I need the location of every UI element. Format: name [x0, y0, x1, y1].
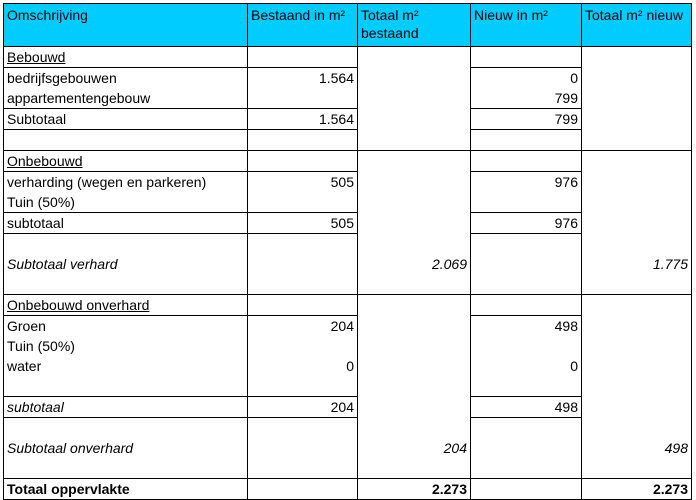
total-row	[4, 479, 692, 500]
cell[interactable]	[248, 151, 358, 172]
value-nieuw[interactable]: 799	[471, 88, 582, 109]
table-row	[4, 418, 692, 439]
row-label[interactable]: verharding (wegen en parkeren)	[4, 172, 248, 193]
header-nieuw[interactable]: Nieuw in m²	[471, 4, 582, 47]
cell[interactable]	[358, 130, 471, 151]
cell[interactable]	[471, 274, 582, 295]
cell[interactable]	[358, 376, 471, 397]
subtotal-label[interactable]: subtotaal	[4, 397, 248, 418]
cell[interactable]	[582, 47, 692, 68]
section-title-bebouwd[interactable]: Bebouwd	[4, 47, 248, 68]
cell[interactable]	[471, 295, 582, 316]
subtotal-bestaand[interactable]: 1.564	[248, 109, 358, 130]
cell[interactable]	[358, 172, 471, 193]
area-table	[3, 3, 692, 500]
cell[interactable]	[582, 397, 692, 418]
subtotal-nieuw[interactable]: 799	[471, 109, 582, 130]
value-nieuw[interactable]: 976	[471, 172, 582, 193]
cell[interactable]	[248, 479, 358, 500]
table-row	[4, 274, 692, 295]
cell[interactable]	[471, 234, 582, 255]
cell[interactable]	[582, 130, 692, 151]
cell[interactable]	[582, 172, 692, 193]
subtotal-onverhard-bestaand[interactable]: 204	[358, 438, 471, 458]
row-label[interactable]: bedrijfsgebouwen	[4, 68, 248, 89]
cell[interactable]	[358, 109, 471, 130]
cell[interactable]	[248, 376, 358, 397]
table-row	[4, 88, 692, 109]
cell[interactable]	[471, 130, 582, 151]
cell[interactable]	[358, 356, 471, 376]
table-row	[4, 254, 692, 274]
table-row	[4, 151, 692, 172]
value-bestaand[interactable]: 204	[248, 316, 358, 337]
value-bestaand[interactable]: 505	[248, 172, 358, 193]
cell[interactable]	[358, 274, 471, 295]
header-totaal-bestaand[interactable]: Totaal m² bestaand	[358, 4, 471, 47]
cell[interactable]	[358, 88, 471, 109]
header-row	[4, 4, 692, 47]
cell[interactable]	[582, 88, 692, 109]
cell[interactable]	[4, 458, 248, 479]
subtotal-label[interactable]: Subtotaal	[4, 109, 248, 130]
cell[interactable]	[471, 438, 582, 458]
cell[interactable]	[358, 336, 471, 356]
cell[interactable]	[248, 418, 358, 439]
cell[interactable]	[358, 316, 471, 337]
table-row	[4, 376, 692, 397]
subtotal-verhard-nieuw[interactable]: 1.775	[582, 254, 692, 274]
cell[interactable]	[471, 254, 582, 274]
cell[interactable]	[582, 316, 692, 337]
value-bestaand[interactable]: 0	[248, 356, 358, 376]
subtotal-label[interactable]: subtotaal	[4, 213, 248, 234]
cell[interactable]	[471, 376, 582, 397]
table-row	[4, 172, 692, 193]
header-omschrijving[interactable]: Omschrijving	[4, 4, 248, 47]
cell[interactable]	[358, 68, 471, 89]
cell[interactable]	[471, 418, 582, 439]
table-row	[4, 213, 692, 234]
cell[interactable]	[358, 418, 471, 439]
cell[interactable]	[358, 458, 471, 479]
table-row	[4, 397, 692, 418]
subtotal-verhard-label[interactable]: Subtotaal verhard	[4, 254, 248, 274]
table-row	[4, 356, 692, 376]
cell[interactable]	[582, 356, 692, 376]
cell[interactable]	[582, 458, 692, 479]
cell[interactable]	[248, 438, 358, 458]
table-row	[4, 234, 692, 255]
table-row	[4, 316, 692, 337]
value-bestaand[interactable]	[248, 192, 358, 213]
cell[interactable]	[582, 68, 692, 89]
value-nieuw[interactable]: 0	[471, 356, 582, 376]
value-bestaand[interactable]	[248, 336, 358, 356]
value-nieuw[interactable]	[471, 336, 582, 356]
section-title-onverhard[interactable]: Onbebouwd onverhard	[4, 295, 248, 316]
row-label[interactable]: Tuin (50%)	[4, 336, 248, 356]
section-title-onbebouwd[interactable]: Onbebouwd	[4, 151, 248, 172]
table-row	[4, 130, 692, 151]
subtotal-nieuw[interactable]: 976	[471, 213, 582, 234]
value-bestaand[interactable]: 1.564	[248, 68, 358, 89]
value-nieuw[interactable]	[471, 192, 582, 213]
cell[interactable]	[582, 418, 692, 439]
cell[interactable]	[248, 130, 358, 151]
cell[interactable]	[582, 295, 692, 316]
row-label[interactable]: Tuin (50%)	[4, 192, 248, 213]
cell[interactable]	[358, 213, 471, 234]
subtotal-verhard-bestaand[interactable]: 2.069	[358, 254, 471, 274]
cell[interactable]	[582, 213, 692, 234]
cell[interactable]	[582, 151, 692, 172]
cell[interactable]	[358, 234, 471, 255]
value-nieuw[interactable]: 498	[471, 316, 582, 337]
subtotal-onverhard-label[interactable]: Subtotaal onverhard	[4, 438, 248, 458]
cell[interactable]	[471, 458, 582, 479]
cell[interactable]	[358, 295, 471, 316]
total-label[interactable]: Totaal oppervlakte	[4, 479, 248, 500]
cell[interactable]	[471, 47, 582, 68]
row-label[interactable]: water	[4, 356, 248, 376]
cell[interactable]	[471, 151, 582, 172]
cell[interactable]	[4, 234, 248, 255]
total-bestaand[interactable]: 2.273	[358, 479, 471, 500]
cell[interactable]	[248, 254, 358, 274]
subtotal-bestaand[interactable]: 204	[248, 397, 358, 418]
row-label[interactable]: Groen	[4, 316, 248, 337]
cell[interactable]	[582, 109, 692, 130]
table-row	[4, 336, 692, 356]
subtotal-nieuw[interactable]: 498	[471, 397, 582, 418]
cell[interactable]	[4, 376, 248, 397]
table-row	[4, 192, 692, 213]
cell[interactable]	[582, 274, 692, 295]
cell[interactable]	[4, 418, 248, 439]
table-row	[4, 68, 692, 89]
cell[interactable]	[471, 479, 582, 500]
cell[interactable]	[358, 192, 471, 213]
cell[interactable]	[358, 151, 471, 172]
cell[interactable]	[358, 397, 471, 418]
cell[interactable]	[4, 274, 248, 295]
cell[interactable]	[248, 274, 358, 295]
cell[interactable]	[248, 234, 358, 255]
table-row	[4, 438, 692, 458]
total-nieuw[interactable]: 2.273	[582, 479, 692, 500]
cell[interactable]	[582, 336, 692, 356]
cell[interactable]	[248, 458, 358, 479]
row-label[interactable]: appartementengebouw	[4, 88, 248, 109]
cell[interactable]	[582, 192, 692, 213]
subtotal-bestaand[interactable]: 505	[248, 213, 358, 234]
header-bestaand[interactable]: Bestaand in m²	[248, 4, 358, 47]
table-row	[4, 47, 692, 68]
value-nieuw[interactable]: 0	[471, 68, 582, 89]
table-row	[4, 109, 692, 130]
cell[interactable]	[4, 130, 248, 151]
cell[interactable]	[582, 376, 692, 397]
cell[interactable]	[582, 234, 692, 255]
table-row	[4, 458, 692, 479]
cell[interactable]	[248, 47, 358, 68]
value-bestaand[interactable]	[248, 88, 358, 109]
cell[interactable]	[358, 47, 471, 68]
cell[interactable]	[248, 295, 358, 316]
table-row	[4, 295, 692, 316]
header-totaal-nieuw[interactable]: Totaal m² nieuw	[582, 4, 692, 47]
subtotal-onverhard-nieuw[interactable]: 498	[582, 438, 692, 458]
